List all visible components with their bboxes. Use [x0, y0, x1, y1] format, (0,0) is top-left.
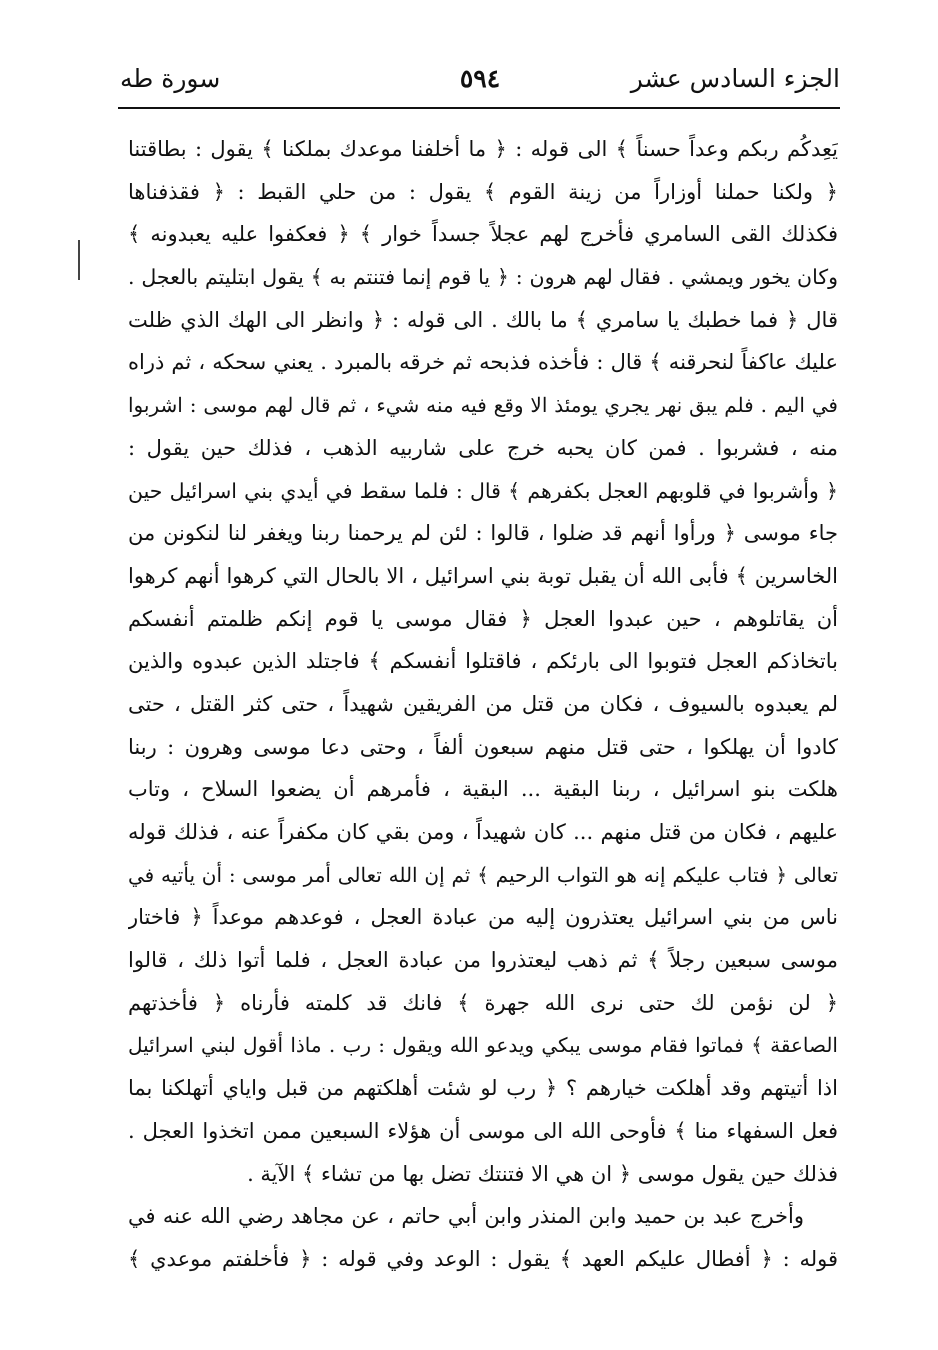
- body-text: [128, 128, 838, 1281]
- margin-mark: [78, 240, 80, 280]
- text-line-16: هلكت بنو اسرائيل ، ربنا البقية ... البقية ، فأمرهم أن يضعوا السلاح ، وتاب: [128, 777, 838, 802]
- text-line-19: ناس من بني اسرائيل يعتذرون إليه من عبادة العجل ، فوعدهم موعداً ﴿ فاختار: [128, 905, 838, 930]
- text-line-11: الخاسرين ﴾ فأبى الله أن يقبل توبة بني اسرائيل ، الا بالحال التي كرهوا أنهم كرهوا: [128, 563, 838, 588]
- text-line-8: منه ، فشربوا . فمن كان يحبه خرج على شاربيه الذهب ، فذلك حين يقول :: [128, 435, 838, 460]
- text-line-21: ﴿ لن نؤمن لك حتى نرى الله جهرة ﴾ فانك قد كلمته فأرناه ﴿ فأخذتهم: [128, 990, 838, 1015]
- part-title: الجزء السادس عشر: [630, 64, 840, 93]
- text-line-24: فعل السفهاء منا ﴾ فأوحى الله الى موسى أن هؤلاء السبعين ممن اتخذوا العجل .: [128, 1118, 838, 1143]
- text-line-18: تعالى ﴿ فتاب عليكم إنه هو التواب الرحيم ﴾ ثم إن الله تعالى أمر موسى : أن يأتيه في: [128, 862, 838, 887]
- text-line-17: عليهم ، فكان من قتل منهم ... كان شهيداً ، ومن بقي كان مكفراً عنه ، فذلك قوله: [128, 820, 838, 844]
- text-line-13: باتخاذكم العجل فتوبوا الى بارئكم ، فاقتلوا أنفسكم ﴾ فاجتلد الذين عبدوه والذين: [128, 649, 838, 674]
- page-header: [120, 62, 840, 102]
- text-line-23: اذا أتيتهم وقد أهلكت خيارهم ؟ ﴿ رب لو شئت أهلكتهم من قبل واياي أتهلكنا بما: [128, 1076, 838, 1101]
- text-line-2: ﴿ ولكنا حملنا أوزاراً من زينة القوم ﴾ يقول : من حلي القبط : ﴿ فقذفناها: [128, 179, 838, 204]
- text-line-15: كادوا أن يهلكوا ، حتى قتل منهم سبعون ألفاً ، وحتى دعا موسى وهرون : ربنا: [128, 734, 838, 759]
- text-line-4: وكان يخور ويمشي . فقال لهم هرون : ﴿ يا قوم إنما فتنتم به ﴾ يقول ابتليتم بالعجل .: [128, 265, 838, 290]
- header-rule: [118, 107, 840, 109]
- text-line-26: وأخرج عبد بن حميد وابن المنذر وابن أبي حاتم ، عن مجاهد رضي الله عنه في: [128, 1204, 804, 1229]
- text-line-7: في اليم . فلم يبق نهر يجري يومئذ الا وقع فيه منه شيء ، ثم قال لهم موسى : اشربوا: [128, 393, 838, 418]
- text-line-14: لم يعبدوه بالسيوف ، فكان من قتل من الفريقين شهيداً ، حتى كثر القتل ، حتى: [128, 691, 838, 716]
- text-line-22: الصاعقة ﴾ فماتوا فقام موسى يبكي ويدعو الله ويقول : رب . ماذا أقول لبني اسرائيل: [128, 1033, 838, 1058]
- text-line-6: عليك عاكفاً لنحرقنه ﴾ قال : فأخذه فذبحه ثم خرقه بالمبرد . يعني سحكه ، ثم ذراه: [128, 350, 838, 375]
- text-line-25: فذلك حين يقول موسى ﴿ ان هي الا فتنتك تضل بها من تشاء ﴾ الآية .: [247, 1161, 838, 1186]
- text-line-9: ﴿ وأشربوا في قلوبهم العجل بكفرهم ﴾ قال : فلما سقط في أيدي بني اسرائيل حين: [128, 478, 838, 503]
- text-line-20: موسى سبعين رجلاً ﴾ ثم ذهب ليعتذروا من عبادة العجل ، فلما أتوا ذلك ، قالوا: [128, 948, 838, 973]
- surah-title: سورة طه: [120, 64, 221, 93]
- text-line-10: جاء موسى ﴿ ورأوا أنهم قد ضلوا ، قالوا : لئن لم يرحمنا ربنا ويغفر لنا لنكونن من: [128, 521, 838, 546]
- page-number: ٥٩٤: [459, 64, 501, 93]
- text-line-27: قوله : ﴿ أفطال عليكم العهد ﴾ يقول : الوعد وفي قوله : ﴿ فأخلفتم موعدي ﴾: [128, 1246, 838, 1271]
- text-line-12: أن يقاتلوهم ، حين عبدوا العجل ﴿ فقال موسى يا قوم إنكم ظلمتم أنفسكم: [128, 606, 838, 631]
- text-line-5: قال ﴿ فما خطبك يا سامري ﴾ ما بالك . الى قوله : ﴿ وانظر الى الهك الذي ظلت: [128, 307, 838, 332]
- text-line-1: يَعِدكُم ربكم وعداً حسناً ﴾ الى قوله : ﴿ ما أخلفنا موعدك بملكنا ﴾ يقول : بطاقتنا: [128, 137, 838, 161]
- text-line-3: فكذلك القى السامري فأخرج لهم عجلاً جسداً خوار ﴾ ﴿ فعكفوا عليه يعبدونه ﴾: [128, 222, 838, 247]
